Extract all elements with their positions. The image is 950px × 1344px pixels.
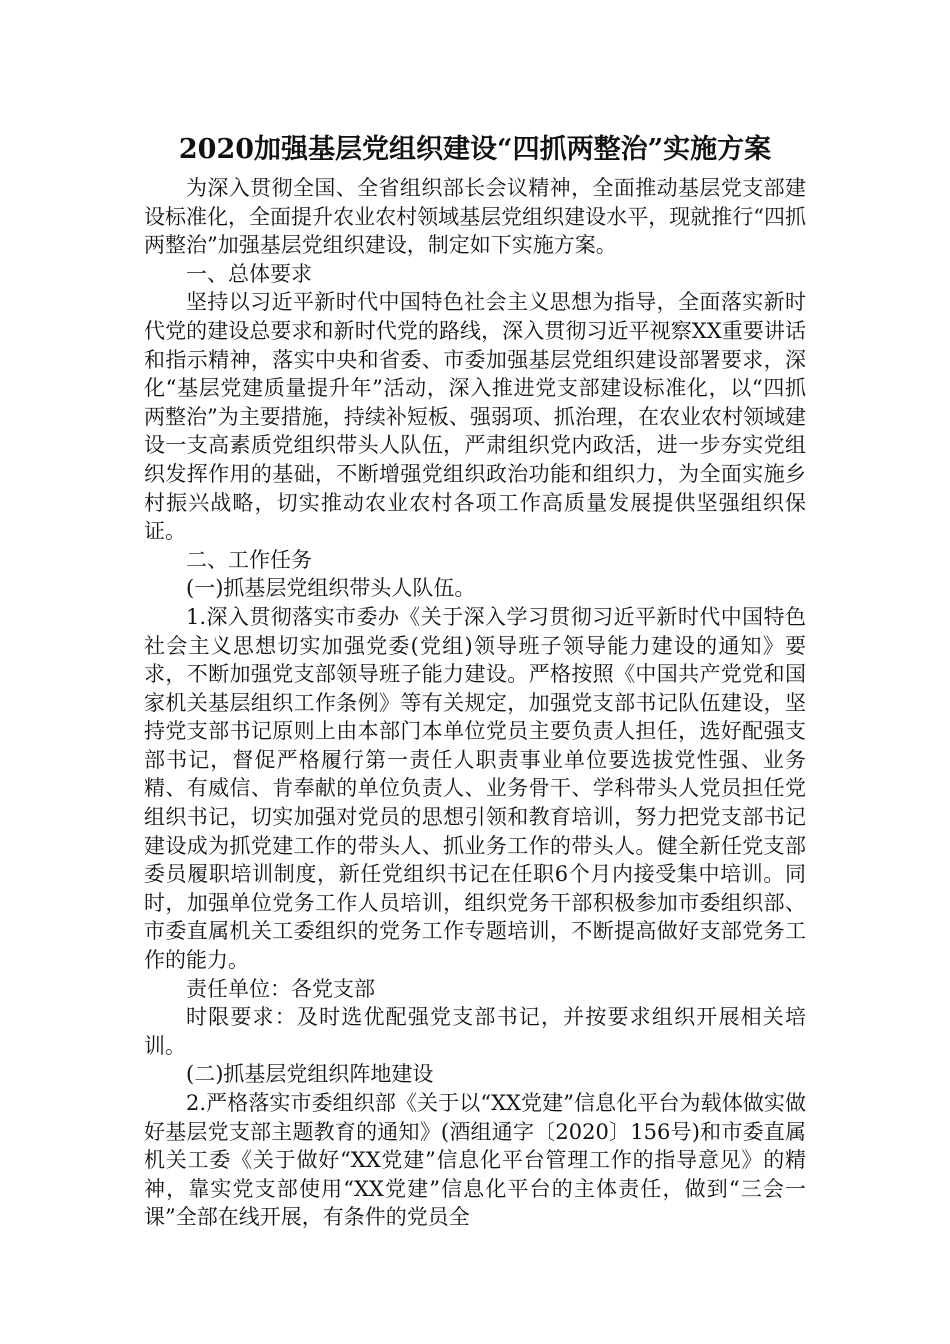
responsible-unit-line: 责任单位：各党支部 xyxy=(186,976,375,1001)
task-1-paragraph: 1.深入贯彻落实市委办《关于深入学习贯彻习近平新时代中国特色社会主义思想切实加强党委(党组)领导班子领导能力建设的通知》要求，不断加强党支部领导班子能力建设。严格按照《中国共产党党和国家机关基层组织工作条例》等有关规定，加强党支部书记队伍建设，坚持党支部书记原则上由本部门本单位党员主要负责人担任，选好配强支部书记，督促严格履行第一责任人职责事业单位要选拔党性强、业务精、有威信、肯奉献的单位负责人、业务骨干、学科带头人党员担任党组织书记，切实加强对党员的思想引领和教育培训，努力把党支部书记建设成为抓党建工作的带头人、抓业务工作的带头人。健全新任党支部委员履职培训制度，新任党组织书记在任职6个月内接受集中培训。同时，加强单位党务工作人员培训，组织党务干部积极参加市委组织部、市委直属机关工委组织的党务工作专题培训，不断提高做好支部党务工作的能力。 xyxy=(144,604,806,973)
document-page xyxy=(144,128,806,1232)
subsection-heading-position-building: (二)抓基层党组织阵地建设 xyxy=(186,1062,434,1087)
document-title: 2020加强基层党组织建设“四抓两整治”实施方案 xyxy=(178,134,772,165)
section-heading-work-tasks: 二、工作任务 xyxy=(186,547,312,572)
general-requirements-paragraph: 坚持以习近平新时代中国特色社会主义思想为指导，全面落实新时代党的建设总要求和新时代党的路线，深入贯彻习近平视察XX重要讲话和指示精神，落实中央和省委、市委加强基层党组织建设部署要求，深化“基层党建质量提升年”活动，深入推进党支部建设标准化，以“四抓两整治”为主要措施，持续补短板、强弱项、抓治理，在农业农村领域建设一支高素质党组织带头人队伍，严肃组织党内政活，进一步夯实党组织发挥作用的基础，不断增强党组织政治功能和组织力，为全面实施乡村振兴战略，切实推动农业农村各项工作高质量发展提供坚强组织保证。 xyxy=(144,290,806,544)
deadline-requirement-line: 时限要求：及时选优配强党支部书记，并按要求组织开展相关培训。 xyxy=(144,1005,806,1058)
section-heading-general-requirements: 一、总体要求 xyxy=(186,261,312,286)
task-2-paragraph: 2.严格落实市委组织部《关于以“XX党建”信息化平台为载体做实做好基层党支部主题教育的通知》(酒组通字〔2020〕156号)和市委直属机关工委《关于做好“XX党建”信息化平台管理工作的指导意见》的精神，靠实党支部使用“XX党建”信息化平台的主体责任，做到“三会一课”全部在线开展，有条件的党员全 xyxy=(144,1091,806,1230)
subsection-heading-leaders: (一)抓基层党组织带头人队伍。 xyxy=(186,576,476,601)
intro-paragraph: 为深入贯彻全国、全省组织部长会议精神，全面推动基层党支部建设标准化，全面提升农业农村领域基层党组织建设水平，现就推行“四抓两整治”加强基层党组织建设，制定如下实施方案。 xyxy=(144,176,806,258)
